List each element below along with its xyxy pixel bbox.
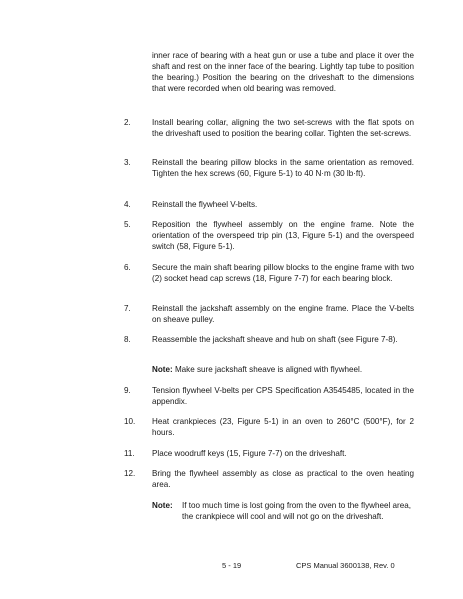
note-jackshaft <box>152 364 414 375</box>
step-text: Reinstall the flywheel V-belts. <box>152 200 258 209</box>
step-number: 3. <box>124 158 131 167</box>
step-text: Heat crankpieces (23, Figure 5-1) in an oven to 260°C (500°F), for 2 hours. <box>152 417 414 437</box>
page-number: 5 - 19 <box>222 561 242 570</box>
note-label: Note: <box>152 365 173 374</box>
step-number: 12. <box>124 469 136 478</box>
step-number: 6. <box>124 263 131 272</box>
step-text: Install bearing collar, aligning the two set-screws with the flat spots on the driveshaft used to position the bearing collar. Tighten the set-screws. <box>152 118 414 138</box>
step-number: 2. <box>124 118 131 127</box>
note-text: If too much time is lost going from the oven to the flywheel area, the crankpiece will cool and will not go on the driveshaft. <box>182 501 411 521</box>
step-text: Secure the main shaft bearing pillow blocks to the engine frame with two (2) socket head cap screws (18, Figure 7-7) for each bearing block. <box>152 263 414 283</box>
step-number: 5. <box>124 220 131 229</box>
note-label: Note: <box>152 501 173 510</box>
manual-reference: CPS Manual 3600138, Rev. 0 <box>296 561 395 570</box>
step-number: 7. <box>124 304 131 313</box>
step-number: 10. <box>124 417 136 426</box>
step-text: Place woodruff keys (15, Figure 7-7) on the driveshaft. <box>152 449 347 458</box>
step-text: Bring the flywheel assembly as close as practical to the oven heating area. <box>152 469 414 489</box>
step-number: 8. <box>124 335 131 344</box>
step-text: Reassemble the jackshaft sheave and hub on shaft (see Figure 7-8). <box>152 335 398 344</box>
note-text: Make sure jackshaft sheave is aligned with flywheel. <box>174 365 363 374</box>
step-text: Reposition the flywheel assembly on the engine frame. Note the orientation of the overspeed trip pin (13, Figure 5-1) and the overspeed switch (58, Figure 5-1). <box>152 220 414 251</box>
step-1-continuation: inner race of bearing with a heat gun or use a tube and place it over the shaft and rest on the inner face of the bearing. Lightly tap tube to position the bearing.) Position the bearing on the driveshaft to the dimensions that were recorded when old bearing was removed. <box>152 51 414 93</box>
step-text: Tension flywheel V-belts per CPS Specification A3545485, located in the appendix. <box>152 386 414 406</box>
step-text: Reinstall the bearing pillow blocks in the same orientation as removed. Tighten the hex screws (60, Figure 5-1) to 40 N·m (30 lb·ft). <box>152 158 414 178</box>
step-text: Reinstall the jackshaft assembly on the engine frame. Place the V-belts on sheave pulley. <box>152 304 414 324</box>
step-number: 4. <box>124 200 131 209</box>
step-number: 11. <box>124 449 135 458</box>
step-number: 9. <box>124 386 131 395</box>
